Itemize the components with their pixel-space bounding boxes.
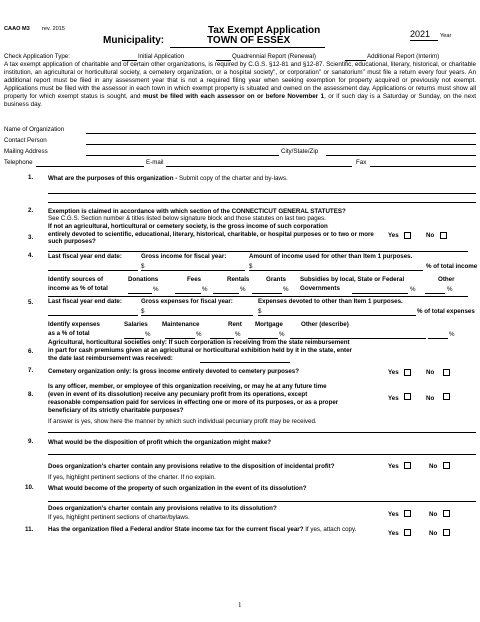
q3-question: entirely devoted to scientific, educational, literary, historical, charitable, or hospital purposes or to two or more such purposes? xyxy=(48,231,374,246)
q4-fiscal-year-label: Last fiscal year end date: xyxy=(48,253,122,260)
q9-question: What would be the disposition of profit which the organization might make? xyxy=(48,439,272,446)
q11-yes-checkbox[interactable] xyxy=(404,529,411,536)
q5-salaries-pct: % xyxy=(145,331,151,338)
q10-no-label: No xyxy=(429,511,438,518)
q11-no-label: No xyxy=(429,530,438,537)
q1-number: 1. xyxy=(28,174,34,181)
form-id: CAAO M3 xyxy=(4,26,30,32)
q4-grants-pct: % xyxy=(283,286,289,293)
q4-col-other: Other xyxy=(438,276,455,283)
q6-line-3: the date last reimbursement was received: xyxy=(48,355,173,362)
q4-col-donations: Donations xyxy=(128,276,159,283)
q5-gross-expenses-label: Gross expenses for fiscal year: xyxy=(141,298,233,305)
q10-yes-label: Yes xyxy=(388,511,399,518)
q10-question: What would become of the property of such organization in the event of its dissolution? xyxy=(48,485,307,492)
intro-text: A tax exempt application of charitable and of certain other organizations, is required by C.G.S. §12-81 and §12-87. Scientific, educational, literary, historical, or charitable institution, an agricultural or horticultural society, a cemetery organization, or a hospital society", or corporation" or sanatorium" must file a return every four years. An additional report must be filed in any assessment year that is not a required filing year when seeking exemption for property acquired or previously not exempt. Applications must be filed with the assessor in each town in which exempt property is situated and owned on the assessment day. Applications or returns must show all property for which exempt status is sought, and xyxy=(4,61,476,100)
q7-yes-checkbox[interactable] xyxy=(404,369,411,376)
q9-sub-question: Does organization's charter contain any provisions relative to the disposition of incidental profit? xyxy=(48,463,335,470)
q1-question-bold: What are the purposes of this organization - xyxy=(48,175,178,182)
q10-answer-line[interactable] xyxy=(48,501,476,502)
q2-income-question: If not an agricultural, horticultural or cemetery society, is the gross income of such corporation xyxy=(48,223,328,230)
q6-date-field[interactable] xyxy=(200,362,290,363)
intro-deadline: must be filed with each assessor on or before November 1 xyxy=(142,93,325,100)
q3-yes-checkbox[interactable] xyxy=(404,232,411,239)
q4-number: 4. xyxy=(28,252,34,259)
municipality-value: TOWN OF ESSEX xyxy=(207,35,291,46)
city-state-zip-label: City/State/Zip xyxy=(281,148,319,155)
q5-mortgage-pct: % xyxy=(279,331,285,338)
organization-name-field[interactable] xyxy=(86,133,476,134)
fax-label: Fax xyxy=(356,159,367,166)
q1-question xyxy=(48,175,288,182)
q9-no-checkbox[interactable] xyxy=(443,462,450,469)
q4-col-fees: Fees xyxy=(187,276,202,283)
q4-income-pct-label: income as % of total xyxy=(48,285,108,292)
organization-name-label: Name of Organization xyxy=(4,126,65,133)
page-title: Tax Exempt Application xyxy=(208,25,321,36)
q7-no-label: No xyxy=(426,369,435,376)
q4-gross-dollar: $ xyxy=(141,263,145,270)
q4-other-pct: % xyxy=(447,286,453,293)
q4-donations-pct-field[interactable] xyxy=(128,293,152,294)
q4-amount-dollar: $ xyxy=(249,263,253,270)
mailing-address-label: Mailing Address xyxy=(4,148,48,155)
check-type-label: Check Application Type: xyxy=(4,53,70,60)
option-additional-report: Additional Report (Interim) xyxy=(367,53,440,60)
contact-person-label: Contact Person xyxy=(4,137,47,144)
option-quadrennial-report: Quadrennial Report (Renewal) xyxy=(232,53,316,60)
q5-col-maintenance: Maintenance xyxy=(162,321,200,328)
q4-col-rentals: Rentals xyxy=(227,276,250,283)
q5-gross-dollar: $ xyxy=(141,308,145,315)
q5-other-pct: % xyxy=(449,331,455,338)
q5-col-other: Other (describe) xyxy=(301,321,349,328)
q5-col-rent: Rent xyxy=(228,321,242,328)
municipality-line xyxy=(170,47,325,48)
q11-question-note: If yes, attach copy. xyxy=(303,526,357,533)
q10-number: 10. xyxy=(25,484,34,491)
year-label: Year xyxy=(440,33,452,39)
q4-sources-label: Identify sources of xyxy=(48,276,104,283)
telephone-label: Telephone xyxy=(4,159,33,166)
q2-note: See C.G.S. Section number & titles listed below signature block and those statutes on last two pages. xyxy=(48,215,326,222)
q5-col-salaries: Salaries xyxy=(124,321,148,328)
q6-line-1: Agricultural, horticultural societies only: If such corporation is receiving from the state reimbursement xyxy=(48,339,350,346)
q4-col-subsidies: Subsidies by local, State or Federal xyxy=(300,276,405,283)
q2-question: Exemption is claimed in accordance with which section of the CONNECTICUT GENERAL STATUTES? xyxy=(48,208,346,215)
q4-subsidies-pct-field[interactable] xyxy=(352,293,408,294)
q4-amount-label: Amount of income used for other than Item 1 purposes. xyxy=(249,253,413,260)
q5-pct-total-expenses: % of total expenses xyxy=(417,308,475,315)
q4-donations-pct: % xyxy=(153,286,159,293)
q5-fiscal-year-field[interactable] xyxy=(48,315,138,316)
q7-yes-label: Yes xyxy=(388,369,399,376)
q9-note: If yes, highlight pertinent sections of the charter. If no explain. xyxy=(48,474,216,481)
telephone-field[interactable] xyxy=(36,166,144,167)
year-line[interactable] xyxy=(410,40,438,41)
q10-no-checkbox[interactable] xyxy=(443,510,450,517)
q9-number: 9. xyxy=(28,438,34,445)
q8-number: 8. xyxy=(28,391,34,398)
fax-field[interactable] xyxy=(370,166,476,167)
q11-no-checkbox[interactable] xyxy=(443,529,450,536)
q4-gross-income-field[interactable] xyxy=(141,270,245,271)
q4-rentals-pct-field[interactable] xyxy=(213,293,239,294)
q7-question: Cemetery organization only: Is gross income entirely devoted to cemetery purposes? xyxy=(48,368,300,375)
q5-as-pct-label: as a % of total xyxy=(48,330,90,337)
q5-gross-expenses-field[interactable] xyxy=(141,315,253,316)
intro-text-end: , or if such day is a Saturday or Sunday, on the next business day. xyxy=(4,93,477,108)
q3-no-label: No xyxy=(426,232,435,239)
q8-line-1: Is any officer, member, or employee of this organization receiving, or may he at any future time xyxy=(48,383,327,390)
q8-line-3: reasonable compensation paid for services in effecting one or more of its purposes, or as a proper xyxy=(48,399,339,406)
q8-answer-line[interactable] xyxy=(48,432,476,433)
q4-fiscal-year-field[interactable] xyxy=(48,270,138,271)
q7-no-checkbox[interactable] xyxy=(443,369,450,376)
q1-answer-line-1[interactable] xyxy=(48,193,476,194)
q8-line-2: (even in event of its dissolution) receive any pecuniary profit from its operations, except xyxy=(48,391,308,398)
q9-yes-checkbox[interactable] xyxy=(404,462,411,469)
email-label: E-mail xyxy=(146,159,164,166)
q8-no-label: No xyxy=(426,395,435,402)
q3-number: 3. xyxy=(28,234,34,241)
q1-answer-line-2[interactable] xyxy=(48,202,476,203)
q5-devoted-label: Expenses devoted to other than Item 1 purposes. xyxy=(258,298,403,305)
q11-number: 11. xyxy=(25,526,34,533)
q2-number: 2. xyxy=(28,207,34,214)
page-number: 1 xyxy=(238,601,242,609)
q4-rentals-pct: % xyxy=(240,286,246,293)
q9-yes-label: Yes xyxy=(388,463,399,470)
mailing-address-field[interactable] xyxy=(86,155,279,156)
q4-governments-label: Governments xyxy=(300,285,340,292)
q4-fees-pct-field[interactable] xyxy=(175,293,201,294)
q6-number: 6. xyxy=(28,348,34,355)
q8-yes-label: Yes xyxy=(388,395,399,402)
q10-note: If yes, highlight pertinent sections of charter/bylaws. xyxy=(48,514,190,521)
intro-paragraph xyxy=(4,61,476,109)
city-state-zip-field[interactable] xyxy=(326,155,476,156)
q5-col-mortgage: Mortgage xyxy=(255,321,283,328)
q4-other-pct-field[interactable] xyxy=(425,293,445,294)
q8-yes-checkbox[interactable] xyxy=(404,393,411,400)
year-value: 2021 xyxy=(410,29,431,39)
q5-identify-label: Identify expenses xyxy=(48,321,100,328)
q5-other-pct-field[interactable] xyxy=(428,338,448,339)
q4-gross-income-label: Gross income for fiscal year: xyxy=(141,253,227,260)
q5-fiscal-year-label: Last fiscal year end date: xyxy=(48,298,122,305)
q5-rent-pct: % xyxy=(235,331,241,338)
q10-sub-question: Does organization's charter contain any provisions relative to its dissolution? xyxy=(48,505,277,512)
q8-no-checkbox[interactable] xyxy=(443,393,450,400)
q10-yes-checkbox[interactable] xyxy=(404,510,411,517)
option-initial-application: Initial Application xyxy=(138,53,185,60)
q5-top-rule xyxy=(48,296,468,297)
q5-devoted-dollar: $ xyxy=(258,308,262,315)
contact-person-field[interactable] xyxy=(86,144,476,145)
q8-note: If answer is yes, show here the manner by which such individual pecuniary profit may be received. xyxy=(48,418,317,425)
q4-amount-field[interactable] xyxy=(249,270,423,271)
q4-col-grants: Grants xyxy=(266,276,286,283)
form-revision: rev. 2015 xyxy=(42,26,65,32)
q9-no-label: No xyxy=(429,463,438,470)
q1-question-note: Submit copy of the charter and by-laws. xyxy=(177,175,288,182)
q3-no-checkbox[interactable] xyxy=(440,232,447,239)
q5-maintenance-pct: % xyxy=(196,331,202,338)
q4-top-rule xyxy=(48,251,468,252)
q7-number: 7. xyxy=(28,367,34,374)
q9-answer-line[interactable] xyxy=(48,454,476,455)
email-field[interactable] xyxy=(166,166,352,167)
q5-devoted-field[interactable] xyxy=(258,315,416,316)
q11-yes-label: Yes xyxy=(388,530,399,537)
q4-grants-pct-field[interactable] xyxy=(252,293,282,294)
q6-line-2: in part for cash premiums given at an agricultural or horticultural exhibition held by it in the state, enter xyxy=(48,347,352,354)
q11-question xyxy=(48,526,368,533)
q4-fees-pct: % xyxy=(202,286,208,293)
q5-number: 5. xyxy=(28,299,34,306)
q3-yes-label: Yes xyxy=(388,232,399,239)
q4-subsidies-pct: % xyxy=(410,286,416,293)
q8-line-4: beneficiary of its strictly charitable purposes? xyxy=(48,407,184,414)
municipality-label: Municipality: xyxy=(103,35,165,46)
q11-question-bold: Has the organization filed a Federal and/or State income tax for the current fiscal year? xyxy=(48,526,304,533)
q4-pct-total-income: % of total income xyxy=(426,263,478,270)
